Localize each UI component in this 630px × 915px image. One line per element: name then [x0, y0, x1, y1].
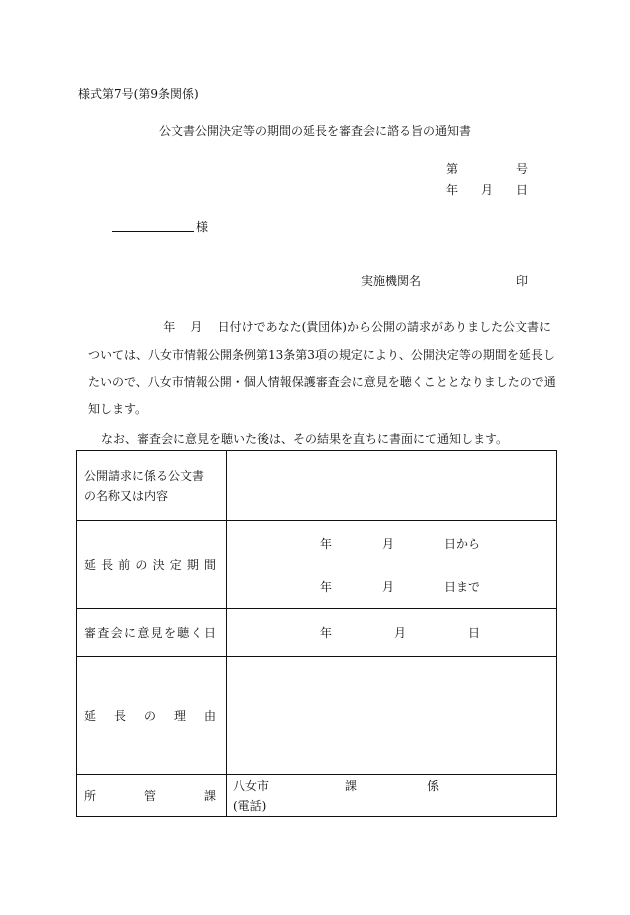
label-char: 間 — [203, 558, 216, 572]
to-year: 年 — [320, 579, 333, 594]
body-month: 月 — [190, 320, 203, 334]
section-suffix: 課 — [345, 778, 358, 793]
from-year: 年 — [320, 536, 333, 551]
to-month: 月 — [381, 579, 394, 594]
label-char: 定 — [169, 558, 182, 572]
label-char: 課 — [203, 789, 216, 803]
body-line-5: なお、審査会に意見を聴いた後は、その結果を直ちに書面にて通知します。 — [101, 432, 509, 446]
label-char: 延 — [84, 709, 97, 723]
doc-name-label — [77, 451, 227, 521]
body-line-4: 知します。 — [88, 402, 148, 416]
label-char: 延 — [84, 558, 97, 572]
label-char: 聴 — [177, 626, 190, 640]
doc-name-label-line2: の名称又は内容 — [84, 488, 169, 503]
period-field[interactable] — [227, 521, 557, 609]
hearing-month: 月 — [393, 626, 406, 640]
form-number: 様式第7号(第9条関係) — [78, 87, 199, 101]
doc-name-field[interactable] — [227, 451, 557, 521]
label-char: 見 — [150, 626, 163, 640]
table-row — [77, 451, 557, 521]
hearing-date-field[interactable] — [227, 609, 557, 657]
body-year: 年 — [163, 320, 176, 334]
reference-prefix: 第 — [446, 162, 459, 176]
body-line-1 — [88, 318, 551, 335]
table-row — [77, 775, 557, 817]
reason-field[interactable] — [227, 657, 557, 775]
period-label — [77, 521, 227, 609]
body-line-2: ついては、八女市情報公開条例第13条第3項の規定により、公開決定等の期間を延長し — [88, 348, 555, 362]
body-line-3: たいので、八女市情報公開・個人情報保護審査会に意見を聴くこととなりましたので通 — [88, 375, 556, 389]
label-char: の — [135, 558, 148, 572]
hearing-day: 日 — [467, 626, 480, 640]
label-char: に — [123, 626, 136, 640]
label-char: 由 — [203, 709, 216, 723]
hearing-year: 年 — [320, 626, 333, 640]
label-char: 意 — [137, 626, 150, 640]
period-to — [320, 578, 480, 595]
period-from — [320, 535, 480, 552]
department-line — [233, 776, 556, 796]
label-char: 理 — [173, 709, 186, 723]
reference-number — [446, 160, 528, 177]
info-table — [76, 450, 557, 817]
addressee-blank-line — [112, 231, 194, 232]
issue-date — [446, 181, 528, 198]
label-char: 審 — [84, 626, 97, 640]
label-char: 日 — [203, 626, 216, 640]
label-char: 査 — [97, 626, 110, 640]
from-month: 月 — [381, 536, 394, 551]
table-row — [77, 609, 557, 657]
document-title: 公文書公開決定等の期間の延長を審査会に諮る旨の通知書 — [158, 124, 471, 138]
issue-day: 日 — [515, 183, 528, 197]
label-char: 期 — [186, 558, 199, 572]
label-char: 会 — [110, 626, 123, 640]
phone-label: (電話) — [233, 798, 267, 813]
reason-label — [77, 657, 227, 775]
label-char: 長 — [113, 709, 126, 723]
label-char: く — [190, 626, 203, 640]
label-char: 管 — [143, 789, 156, 803]
to-day: 日まで — [443, 579, 480, 594]
label-char: 長 — [101, 558, 114, 572]
body-text-1: 日付けであなた(貴団体)から公開の請求がありました公文書に — [217, 320, 551, 334]
hearing-date-label — [77, 609, 227, 657]
label-char: 所 — [84, 789, 97, 803]
unit-suffix: 係 — [427, 778, 440, 793]
reference-suffix: 号 — [515, 162, 528, 176]
seal-mark: 印 — [516, 274, 529, 288]
doc-name-label-line1: 公開請求に係る公文書 — [84, 468, 205, 483]
agency-name-label: 実施機関名 — [361, 274, 422, 288]
label-char: の — [143, 709, 156, 723]
issue-month: 月 — [480, 183, 493, 197]
addressee-honorific: 様 — [196, 220, 209, 234]
label-char: 前 — [118, 558, 131, 572]
issue-year: 年 — [446, 183, 459, 197]
department-field[interactable] — [227, 775, 557, 817]
hearing-date — [320, 624, 480, 641]
table-row — [77, 521, 557, 609]
label-char: 決 — [152, 558, 165, 572]
label-char: を — [163, 626, 176, 640]
city-name: 八女市 — [233, 778, 270, 793]
department-label — [77, 775, 227, 817]
from-day: 日から — [443, 536, 480, 551]
table-row — [77, 657, 557, 775]
